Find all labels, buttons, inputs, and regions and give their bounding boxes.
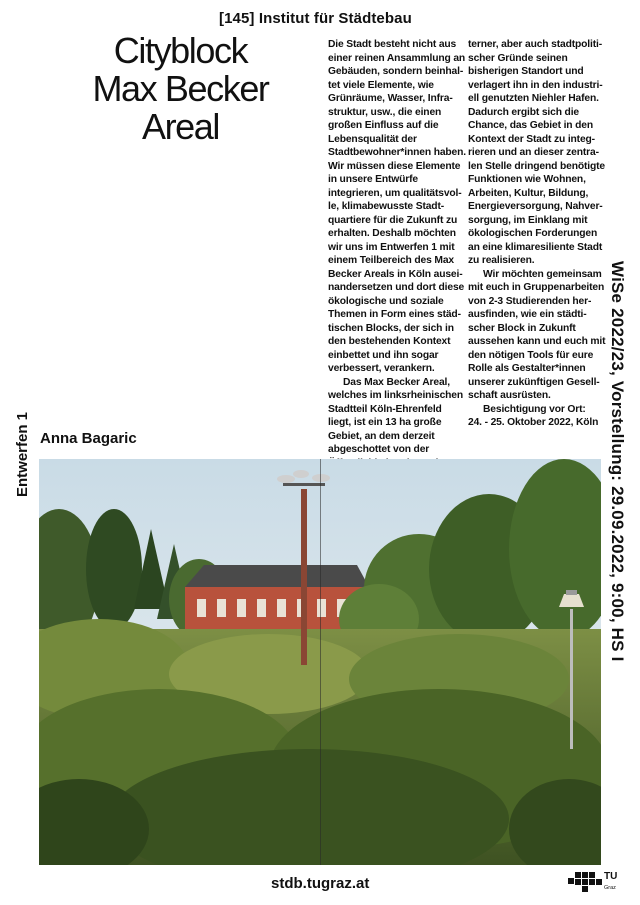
text-column-1: [328, 38, 467, 511]
title-line-3: Areal: [141, 106, 220, 147]
institute-name: Institut für Städtebau: [258, 10, 412, 27]
page-header: [219, 10, 412, 27]
logo-subtext: Graz: [604, 885, 616, 891]
visit-label: Besichtigung vor Ort:: [483, 403, 586, 415]
text-column-2: [468, 38, 607, 430]
title-line-2: Max Becker: [92, 68, 269, 109]
author-name: Anna Bagaric: [40, 430, 137, 447]
schedule-info: WiSe 2022/23, Vorstellung: 29.09.2022, 9:00, HS I: [608, 261, 627, 662]
logo-text: TU: [604, 871, 618, 882]
tu-graz-logo: [568, 872, 628, 894]
paragraph-1: Die Stadt besteht nicht aus einer reinen Ansammlung an Gebäuden, sondern beinhaltet viele Elemente, wie Grünräume, Wasser, Infrastruktur, usw., die einen großen Einfluss auf die Lebensqualität der Stadtbewohner*innen haben. Wir müssen diese Elemente in unsere Entwürfe integrieren, um qualitätsvolle, klimabewusste Stadtquartiere für die Zukunft zu erhalten. Deshalb möchten wir uns im Entwerfen 1 mit einem Teilbereich des Max Becker Areals in Köln auseinandersetzen und dort diese ökologische und soziale Themen in Form eines städtischen Blocks, der sich in den bestehenden Kontext einbettet und ihn sogar verbessert, verankern.: [328, 39, 466, 374]
course-type: Entwerfen 1: [14, 411, 31, 497]
paragraph-2-part-2: terner, aber auch stadtpolitischer Gründe seinen bisherigen Standort und verlagert ihn in den industriell genutzten Niehler Hafen. Dadurch ergibt sich die Chance, das Gebiet in den Kontext der Stadt zu integrieren und an dieser zentralen Stelle dringend benötigte Funktionen wie Wohnen, Arbeiten, Kultur, Bildung, Energieversorgung, Nahversorgung, im Einklang mit ökologischen Forderungen an eine klimaresiliente Stadt zu realisieren.: [468, 39, 605, 266]
title-line-1: Cityblock: [113, 30, 248, 71]
website-url[interactable]: stdb.tugraz.at: [271, 875, 370, 892]
visit-date: 24. - 25. Oktober 2022, Köln: [468, 417, 599, 428]
fold-line: [320, 459, 321, 865]
paragraph-3: Wir möchten gemeinsam mit euch in Gruppenarbeiten von 2-3 Studierenden herausfinden, wie ein städtischer Block in Zukunft aussehen kann und euch mit den nötigen Tools für eure Rolle als Gestalter*innen unserer zukünftigen Gesellschaft ausrüsten.: [468, 268, 606, 401]
course-number: [145]: [219, 10, 255, 27]
poster-title: [68, 32, 293, 146]
paragraph-2-part-1: Das Max Becker Areal, welches im linksrheinischen Stadtteil Köln-Ehrenfeld liegt, ist ein 13 ha große Gebiet, an dem derzeit abgeschottet von der: [328, 376, 464, 455]
